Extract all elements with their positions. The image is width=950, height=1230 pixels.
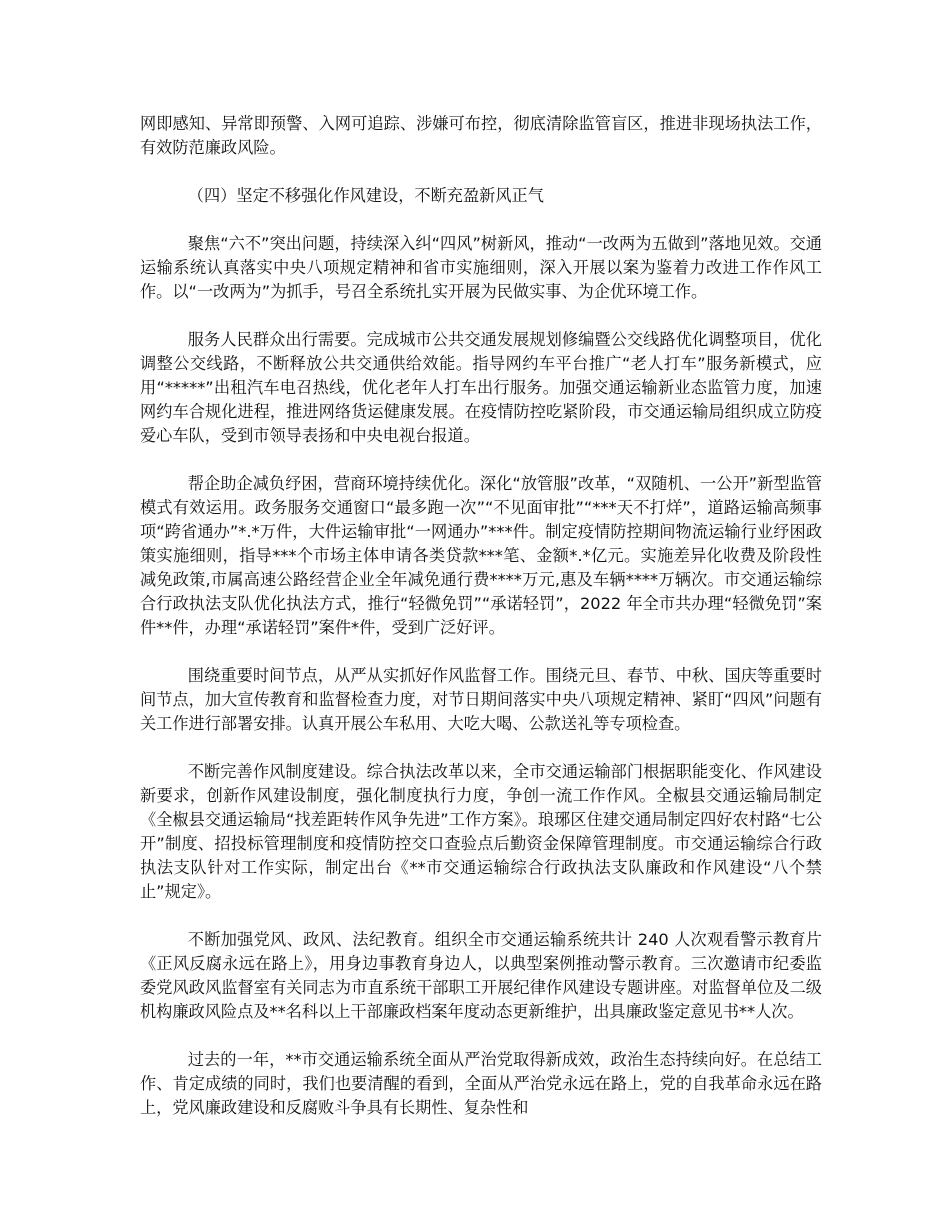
paragraph-summary: 过去的一年，**市交通运输系统全面从严治党取得新成效，政治生态持续向好。在总结工作、肯定成绩的同时，我们也要清醒的看到，全面从严治党永远在路上，党的自我革命永远在路上，党风廉政建设和反腐败斗争具有长期性、复杂性和 (140, 1050, 822, 1117)
paragraph-discipline-education: 不断加强党风、政风、法纪教育。组织全市交通运输系统共计 240 人次观看警示教育片《正风反腐永远在路上》，用身边事教育身边人，以典型案例推动警示教育。三次邀请市纪委监委党风政风监督室有关同志为市直系统干部职工开展纪律作风建设专题讲座。对监督单位及二级机构廉政风险点及**名科以上干部廉政档案年度动态更新维护，出具廉政鉴定意见书**人次。 (140, 930, 822, 1021)
document-page (140, 112, 822, 1144)
paragraph-public-service: 服务人民群众出行需要。完成城市公共交通发展规划修编暨公交线路优化调整项目，优化调整公交线路，不断释放公共交通供给效能。指导网约车平台推广“老人打车”服务新模式，应用“*****”出租汽车电召热线，优化老年人打车出行服务。加强交通运输新业态监管力度，加速网约车合规化进程，推进网络货运健康发展。在疫情防控吃紧阶段，市交通运输局组织成立防疫爱心车队，受到市领导表扬和中央电视台报道。 (140, 330, 822, 445)
paragraph-intro: 聚焦“六不”突出问题，持续深入纠“四风”树新风，推动“一改两为五做到”落地见效。交通运输系统认真落实中央八项规定精神和省市实施细则，深入开展以案为鉴着力改进工作作风工作。以“一改两为”为抓手，号召全系统扎实开展为民做实事、为企优环境工作。 (140, 234, 822, 301)
paragraph-institution-building: 不断完善作风制度建设。综合执法改革以来，全市交通运输部门根据职能变化、作风建设新要求，创新作风建设制度，强化制度执行力度，争创一流工作作风。全椒县交通运输局制定《全椒县交通运输局“找差距转作风争先进”工作方案》。琅琊区住建交通局制定四好农村路“七公开”制度、招投标管理制度和疫情防控交口查验点后勤资金保障管理制度。市交通运输综合行政执法支队针对工作实际，制定出台《**市交通运输综合行政执法支队廉政和作风建设“八个禁止”规定》。 (140, 762, 822, 901)
paragraph-continuation: 网即感知、异常即预警、入网可追踪、涉嫌可布控，彻底清除监管盲区，推进非现场执法工作，有效防范廉政风险。 (140, 114, 822, 157)
paragraph-holiday-supervision: 围绕重要时间节点，从严从实抓好作风监督工作。围绕元旦、春节、中秋、国庆等重要时间节点，加大宣传教育和监督检查力度，对节日期间落实中央八项规定精神、紧盯“四风”问题有关工作进行部署安排。认真开展公车私用、大吃大喝、公款送礼等专项检查。 (140, 666, 822, 733)
paragraph-business-support: 帮企助企减负纾困，营商环境持续优化。深化“放管服”改革，“双随机、一公开”新型监管模式有效运用。政务服务交通窗口“最多跑一次”“不见面审批”“***天不打烊”，道路运输高频事项“跨省通办”*.*万件，大件运输审批“一网通办”***件。制定疫情防控期间物流运输行业纾困政策实施细则，指导***个市场主体申请各类贷款***笔、金额*.*亿元。实施差异化收费及阶段性减免政策,市属高速公路经营企业全年减免通行费****万元,惠及车辆****万辆次。市交通运输综合行政执法支队优化执法方式，推行“轻微免罚”“承诺轻罚”，2022 年全市共办理“轻微免罚”案件**件，办理“承诺轻罚”案件*件，受到广泛好评。 (140, 474, 822, 637)
section-heading: （四）坚定不移强化作风建设，不断充盈新风正气 (187, 186, 544, 205)
